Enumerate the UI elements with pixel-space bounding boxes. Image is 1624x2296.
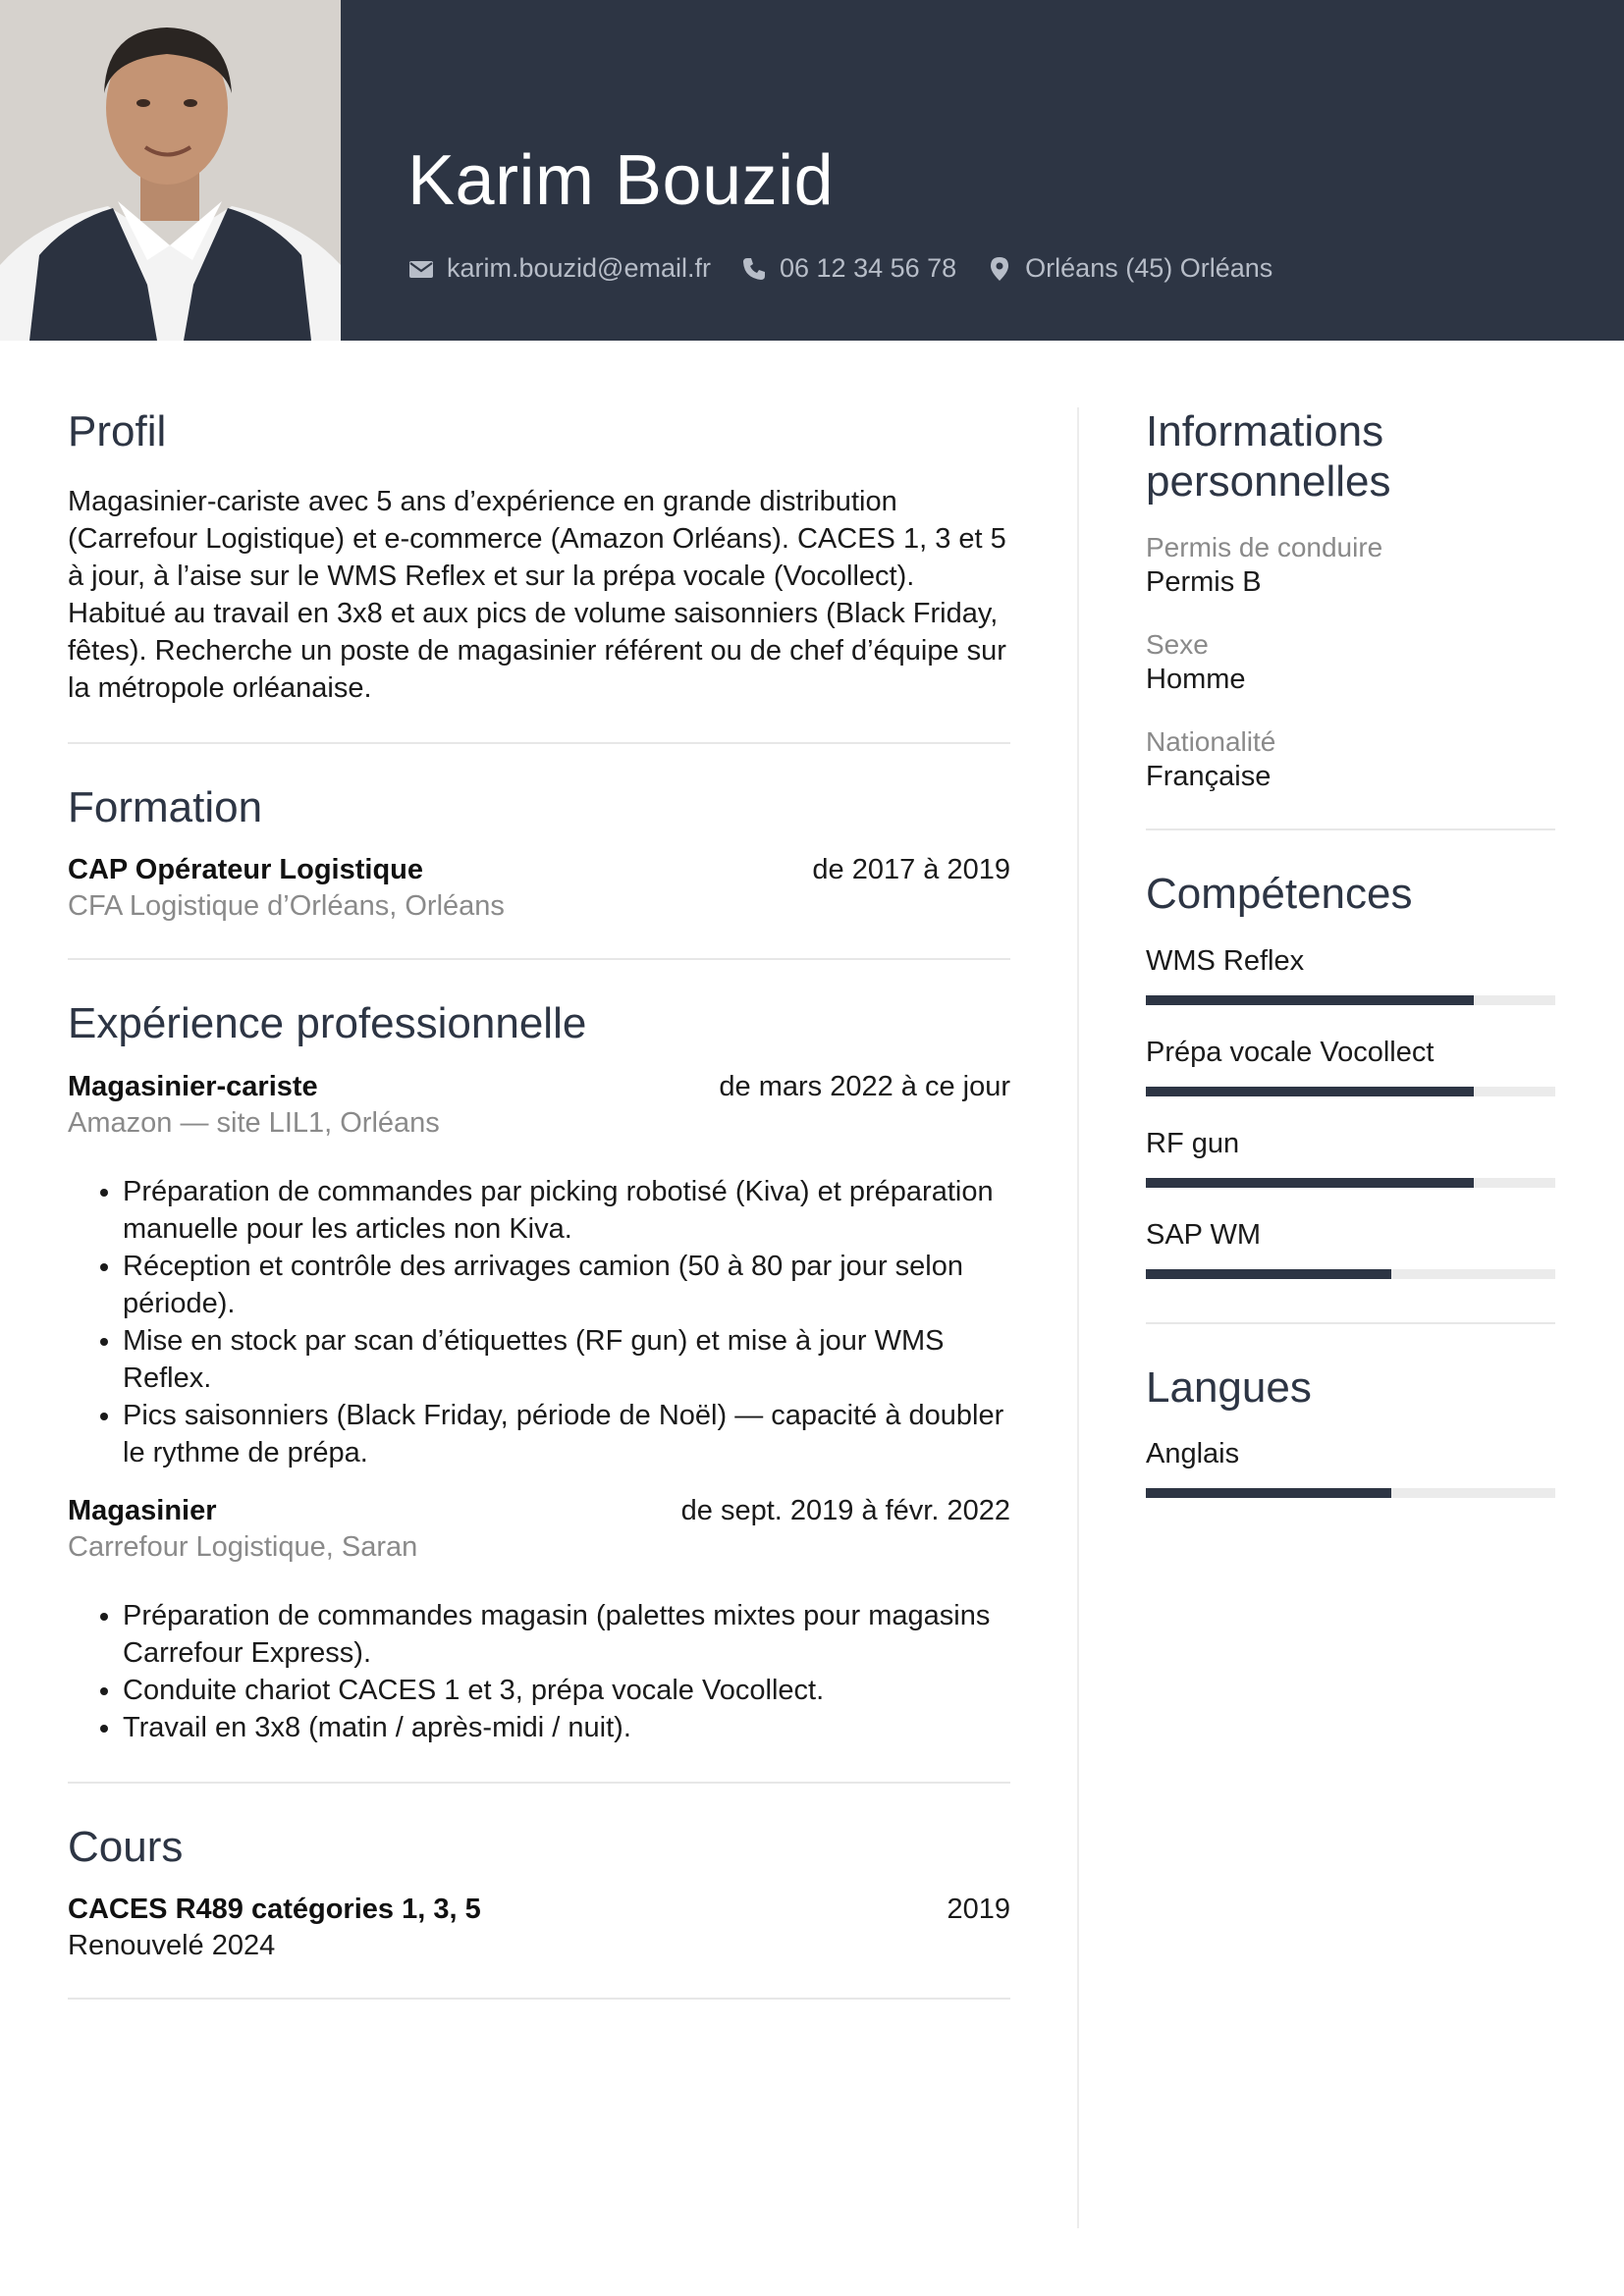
info-value: Française <box>1146 760 1272 792</box>
envelope-icon <box>407 255 435 283</box>
experience-section <box>68 999 1010 1784</box>
section-divider <box>68 1782 1010 1784</box>
job-title: Magasinier-cariste <box>68 1070 318 1102</box>
main-column <box>68 407 1010 2000</box>
skill-name: WMS Reflex <box>1146 944 1305 977</box>
column-divider <box>1077 407 1079 2228</box>
language-level-bar <box>1146 1488 1555 1498</box>
skill-level-fill <box>1146 995 1474 1005</box>
contact-location <box>986 253 1272 284</box>
skill-name: SAP WM <box>1146 1218 1262 1251</box>
contact-phone[interactable] <box>740 253 956 284</box>
formation-entry <box>68 854 1010 923</box>
section-divider <box>68 742 1010 744</box>
skill-level-bar <box>1146 1087 1555 1096</box>
section-title-profil: Profil <box>68 407 167 455</box>
list-item: • Conduite chariot CACES 1 et 3, prépa vocale Vocollect. <box>123 1672 1010 1709</box>
info-item <box>1146 627 1555 699</box>
job-company: Amazon — site LIL1, Orléans <box>68 1106 440 1139</box>
info-item <box>1146 530 1555 602</box>
infos-section <box>1146 407 1555 830</box>
job-bullets <box>68 1597 1010 1746</box>
section-title-cours: Cours <box>68 1822 184 1871</box>
list-item: • Réception et contrôle des arrivages camion (50 à 80 par jour selon période). <box>123 1248 1010 1322</box>
job-title: Magasinier <box>68 1494 217 1526</box>
contact-row <box>407 253 1302 284</box>
job-bullets <box>68 1173 1010 1471</box>
skill-name: RF gun <box>1146 1127 1240 1159</box>
job-date: de sept. 2019 à févr. 2022 <box>680 1494 1010 1526</box>
infos-title-line2: personnelles <box>1146 456 1391 506</box>
section-title-langues: Langues <box>1146 1362 1312 1412</box>
info-item <box>1146 724 1555 796</box>
cours-note: Renouvelé 2024 <box>68 1930 276 1962</box>
skill-level-fill <box>1146 1087 1474 1096</box>
list-item: • Mise en stock par scan d’étiquettes (RF gun) et mise à jour WMS Reflex. <box>123 1322 1010 1397</box>
language-level-fill <box>1146 1488 1391 1498</box>
formation-title: CAP Opérateur Logistique <box>68 854 424 886</box>
section-title-formation: Formation <box>68 782 263 831</box>
language-item <box>1146 1438 1555 1498</box>
skill-level-fill <box>1146 1269 1391 1279</box>
info-value: Permis B <box>1146 566 1262 599</box>
skill-name: Prépa vocale Vocollect <box>1146 1036 1435 1068</box>
job-date: de mars 2022 à ce jour <box>719 1070 1010 1102</box>
formation-section <box>68 783 1010 961</box>
location-text: Orléans (45) Orléans <box>1025 253 1273 283</box>
skill-level-bar <box>1146 995 1555 1005</box>
skill-item <box>1146 1219 1555 1279</box>
section-title-competences: Compétences <box>1146 870 1413 919</box>
skill-item <box>1146 1128 1555 1188</box>
resume-header <box>0 0 1624 341</box>
candidate-name: Karim Bouzid <box>407 141 835 220</box>
profil-text: Magasinier-cariste avec 5 ans d’expérience en grande distribution (Carrefour Logistique) et e-commerce (Amazon Orléans). CACES 1, 3 et 5 à jour, à l’aise sur le WMS Reflex et sur la prépa vocale (Vocollect). Habitué au travail en 3x8 et aux pics de volume saisonniers (Black Friday, fêtes). Recherche un poste de magasinier référent ou de chef d’équipe sur la métropole orléanaise. <box>68 485 1006 704</box>
info-label: Nationalité <box>1146 725 1276 757</box>
section-title-infos <box>1146 407 1555 507</box>
competences-section <box>1146 870 1555 1324</box>
cours-date: 2019 <box>947 1894 1010 1926</box>
experience-entry <box>68 1495 1010 1746</box>
info-value: Homme <box>1146 663 1246 695</box>
cours-entry <box>68 1894 1010 1962</box>
skill-level-bar <box>1146 1269 1555 1279</box>
phone-text: 06 12 34 56 78 <box>780 253 957 283</box>
section-divider <box>68 1998 1010 2000</box>
langues-section <box>1146 1363 1555 1499</box>
job-company: Carrefour Logistique, Saran <box>68 1530 418 1563</box>
section-title-experience: Expérience professionnelle <box>68 999 587 1048</box>
cours-section <box>68 1823 1010 2001</box>
section-divider <box>1146 1322 1555 1324</box>
experience-entry <box>68 1071 1010 1471</box>
sidebar-column <box>1146 407 1555 1498</box>
phone-icon <box>740 255 768 283</box>
list-item: • Travail en 3x8 (matin / après-midi / nuit). <box>123 1709 1010 1746</box>
email-text: karim.bouzid@email.fr <box>447 253 711 283</box>
cours-title: CACES R489 catégories 1, 3, 5 <box>68 1894 481 1926</box>
formation-school: CFA Logistique d’Orléans, Orléans <box>68 890 505 923</box>
list-item: • Préparation de commandes magasin (palettes mixtes pour magasins Carrefour Express). <box>123 1597 1010 1672</box>
list-item: • Pics saisonniers (Black Friday, période de Noël) — capacité à doubler le rythme de prépa. <box>123 1397 1010 1471</box>
info-label: Permis de conduire <box>1146 532 1383 563</box>
skill-level-fill <box>1146 1178 1474 1188</box>
profil-section <box>68 407 1010 744</box>
section-divider <box>1146 828 1555 830</box>
map-pin-icon <box>986 255 1013 283</box>
skill-level-bar <box>1146 1178 1555 1188</box>
info-label: Sexe <box>1146 628 1209 660</box>
contact-email[interactable] <box>407 253 711 284</box>
language-name: Anglais <box>1146 1438 1240 1470</box>
profile-photo <box>0 0 341 341</box>
skill-item <box>1146 1037 1555 1096</box>
list-item: • Préparation de commandes par picking robotisé (Kiva) et préparation manuelle pour les articles non Kiva. <box>123 1173 1010 1248</box>
skill-item <box>1146 945 1555 1005</box>
section-divider <box>68 958 1010 960</box>
formation-date: de 2017 à 2019 <box>812 854 1010 886</box>
infos-title-line1: Informations <box>1146 407 1384 455</box>
